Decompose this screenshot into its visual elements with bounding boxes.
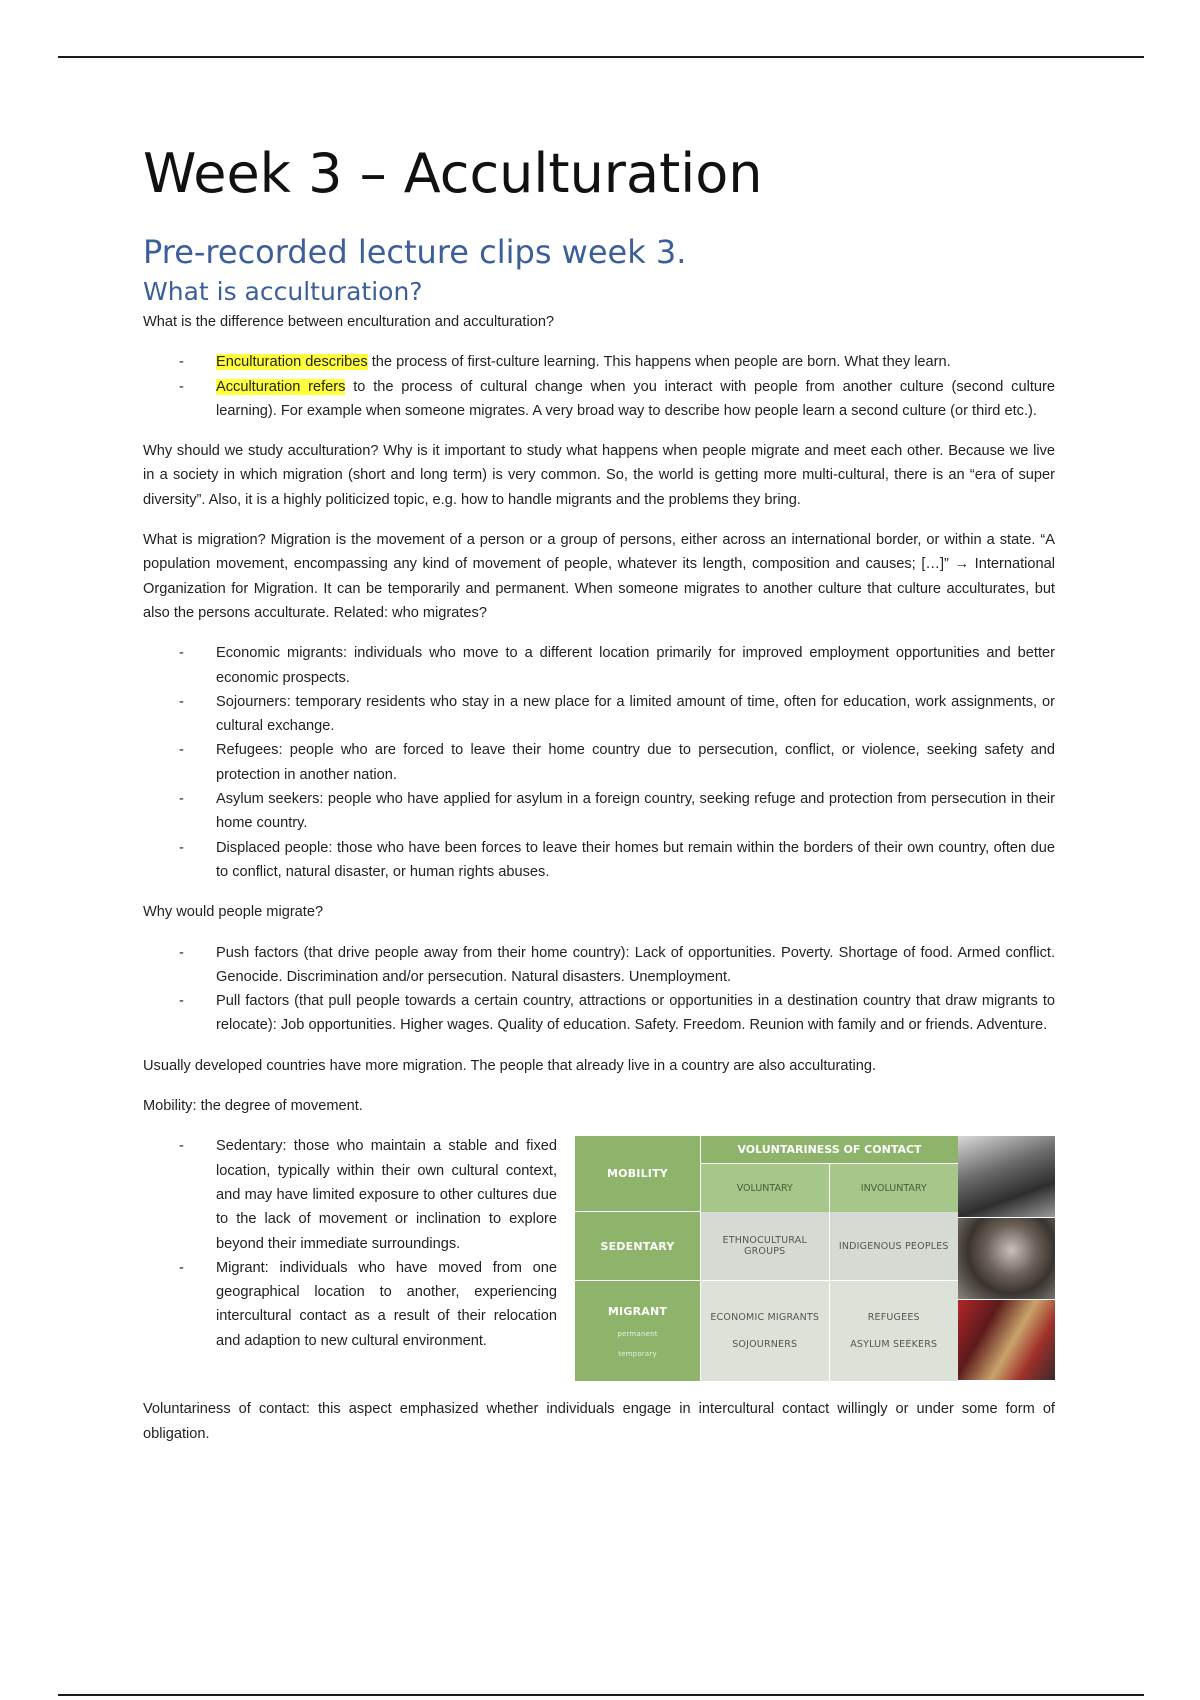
definition-list xyxy=(143,350,1055,423)
definition-item xyxy=(143,350,1055,374)
definition-text: the process of first-culture learning. This happens when people are born. What they learn. xyxy=(367,354,951,371)
page-title: Week 3 – Acculturation xyxy=(143,142,763,205)
list-item: - Refugees: people who are forced to leave their home country due to persecution, conflict, or violence, seeking safety and protection in another nation. xyxy=(143,738,1055,787)
list-item: - Sedentary: those who maintain a stable and fixed location, typically within their own cultural context, and may have limited exposure to other cultures due to the lack of movement or inclination to explore beyond their immediate surroundings. xyxy=(143,1134,557,1255)
economic-migrants-label: ECONOMIC MIGRANTS xyxy=(710,1312,820,1324)
paragraph-developed: Usually developed countries have more migration. The people that already live in a country are also acculturating. xyxy=(143,1057,877,1074)
list-item: - Economic migrants: individuals who move to a different location primarily for improved employment opportunities and better economic prospects. xyxy=(143,641,1055,690)
list-item: - Push factors (that drive people away from their home country): Lack of opportunities. Poverty. Shortage of food. Armed conflict. Genocide. Discrimination and/or persecution. Natural disasters. Unemployment. xyxy=(143,941,1055,990)
paragraph-why-migrate: Why would people migrate? xyxy=(143,904,324,921)
bottom-rule xyxy=(58,1694,1144,1696)
list-item: - Displaced people: those who have been forces to leave their homes but remain within the borders of their own country, often due to conflict, natural disaster, or human rights abuses. xyxy=(143,836,1055,885)
document-page xyxy=(143,138,1055,1462)
paragraph-voluntariness: Voluntariness of contact: this aspect emphasized whether individuals engage in intercultural contact willingly or under some form of obligation. xyxy=(143,1401,1055,1442)
figure-table xyxy=(575,1136,958,1381)
highlighted-term: Acculturation refers xyxy=(216,378,346,395)
voluntary-migrant-cell xyxy=(701,1281,830,1381)
indigenous-portrait-image xyxy=(958,1218,1055,1300)
mobility-list xyxy=(143,1134,557,1381)
definition-text: to the process of cultural change when you interact with people from another culture (second culture learning). For example when someone migrates. A very broad way to describe how people learn a second culture (or third etc.). xyxy=(216,378,1055,419)
ethnocultural-cell: ETHNOCULTURAL GROUPS xyxy=(701,1212,830,1281)
voluntary-header: VOLUNTARY xyxy=(701,1164,830,1212)
migrant-header xyxy=(575,1281,701,1381)
paragraph-why-study: Why should we study acculturation? Why is it important to study what happens when people migrate and meet each other. Because we live in a society in which migration (short and long term) is very common. So, the world is getting more multi-cultural, there is an “era of super diversity”. Also, it is a highly politicized topic, e.g. how to handle migrants and the problems they bring. xyxy=(143,443,1055,508)
paragraph-mobility: Mobility: the degree of movement. xyxy=(143,1098,363,1115)
asylum-seekers-label: ASYLUM SEEKERS xyxy=(850,1339,938,1351)
intro-question: What is the difference between enculturation and acculturation? xyxy=(143,314,555,330)
list-item: - Migrant: individuals who have moved from one geographical location to another, experiencing intercultural contact as a result of their relocation and adaption to new cultural environment. xyxy=(143,1256,557,1353)
involuntary-header: INVOLUNTARY xyxy=(830,1164,959,1212)
migrant-label: MIGRANT xyxy=(607,1304,668,1318)
photo-column xyxy=(958,1136,1055,1381)
voluntariness-header-group xyxy=(701,1136,958,1212)
mobility-header: MOBILITY xyxy=(575,1136,701,1212)
sedentary-header: SEDENTARY xyxy=(575,1212,701,1281)
top-rule xyxy=(58,56,1144,58)
permanent-label: permanent xyxy=(617,1329,658,1338)
indigenous-cell: INDIGENOUS PEOPLES xyxy=(830,1212,959,1281)
paragraph-migration: What is migration? Migration is the movement of a person or a group of persons, either across an international border, or within a state. “A population movement, encompassing any kind of movement of people, whatever its length, composition and causes; […]” → International Organization for Migration. It can be temporarily and permanent. When someone migrates to another culture that culture acculturates, but also the persons acculturate. Related: who migrates? xyxy=(143,532,1055,621)
involuntary-migrant-cell xyxy=(830,1281,959,1381)
definition-item xyxy=(143,375,1055,424)
factors-list xyxy=(143,941,1055,1038)
sojourners-label: SOJOURNERS xyxy=(732,1339,798,1351)
section-heading: Pre-recorded lecture clips week 3. xyxy=(143,233,687,271)
migrant-types-list xyxy=(143,641,1055,884)
temporary-label: temporary xyxy=(618,1349,657,1358)
group-photo-image xyxy=(958,1136,1055,1218)
list-item: - Sojourners: temporary residents who stay in a new place for a limited amount of time, often for education, work assignments, or cultural exchange. xyxy=(143,690,1055,739)
highlighted-term: Enculturation describes xyxy=(216,354,368,371)
mobility-section xyxy=(143,1134,1055,1381)
list-item: - Pull factors (that pull people towards a certain country, attractions or opportunities in a destination country that draw migrants to relocate): Job opportunities. Higher wages. Quality of education. Safety. Freedom. Reunion with family and or friends. Adventure. xyxy=(143,989,1055,1038)
subsection-heading: What is acculturation? xyxy=(143,277,423,306)
crowd-photo-image xyxy=(958,1300,1055,1382)
mobility-voluntariness-figure xyxy=(575,1136,1055,1381)
voluntariness-header: VOLUNTARINESS OF CONTACT xyxy=(701,1136,958,1164)
list-item: - Asylum seekers: people who have applied for asylum in a foreign country, seeking refuge and protection from persecution in their home country. xyxy=(143,787,1055,836)
refugees-label: REFUGEES xyxy=(867,1312,920,1324)
